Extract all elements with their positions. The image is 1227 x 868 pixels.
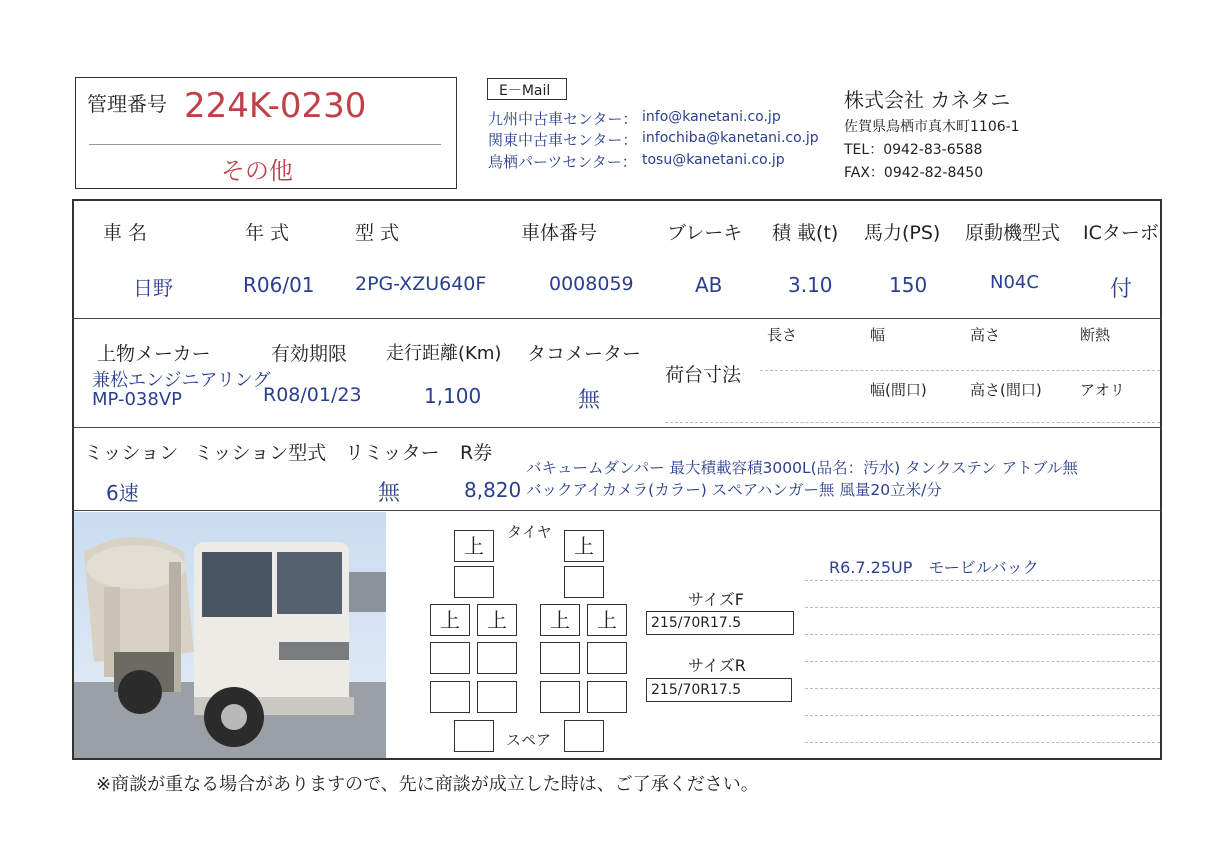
mission-label: ミッション xyxy=(84,442,179,464)
spec-value-brake: AB xyxy=(695,273,723,297)
mission-type-label: ミッション型式 xyxy=(194,442,327,464)
tacho-label: タコメーター xyxy=(527,343,642,365)
tacho-value: 無 xyxy=(578,388,601,413)
expiry-label: 有効期限 xyxy=(271,343,348,365)
tire-rear-l1-box-1 xyxy=(430,642,470,674)
row-divider-1 xyxy=(72,318,1162,319)
size-rear-value: 215/70R17.5 xyxy=(646,678,792,702)
tire-rear-r2-box-2 xyxy=(587,681,627,713)
tire-front-left-box xyxy=(454,566,494,598)
body-maker-value-2: MP-038VP xyxy=(92,389,183,410)
row-divider-3 xyxy=(72,510,1162,511)
center-email-kyushu[interactable]: info@kanetani.co.jp xyxy=(642,109,781,125)
email-label: E－Mail xyxy=(499,83,551,99)
spec-value-name: 日野 xyxy=(133,276,173,300)
spec-value-power: 150 xyxy=(889,273,928,297)
spec-value-year: R06/01 xyxy=(243,273,315,297)
company-fax: FAX：0942-82-8450 xyxy=(844,165,984,181)
body-maker-value-1: 兼松エンジニアリング xyxy=(92,370,271,391)
dim-height-label: 高さ xyxy=(970,326,1001,344)
cargo-dimension-label: 荷台寸法 xyxy=(665,364,742,386)
spec-label-turbo: ICターボ xyxy=(1083,222,1159,244)
spec-label-name: 車 名 xyxy=(103,222,148,244)
remark-line-4 xyxy=(805,661,1160,662)
center-email-tosu[interactable]: tosu@kanetani.co.jp xyxy=(642,152,785,168)
tire-front-right-box xyxy=(564,566,604,598)
center-name-tosu: 鳥栖パーツセンター： xyxy=(488,153,637,171)
company-name: 株式会社 カネタニ xyxy=(844,88,1011,112)
r-ticket-label: R券 xyxy=(460,442,493,464)
spec-value-chassis: 0008059 xyxy=(549,273,634,295)
mission-value: 6速 xyxy=(106,481,139,505)
limiter-value: 無 xyxy=(378,481,401,506)
tire-rear-r1-mark: 上 xyxy=(540,604,580,636)
body-maker-label: 上物メーカー xyxy=(97,343,211,365)
mileage-label: 走行距離(Km) xyxy=(386,343,502,364)
tire-rear-l2-mark: 上 xyxy=(477,604,517,636)
tire-rear-r2-box-1 xyxy=(587,642,627,674)
spec-label-brake: ブレーキ xyxy=(667,222,743,244)
spec-label-chassis: 車体番号 xyxy=(521,222,598,244)
company-tel: TEL：0942-83-6588 xyxy=(844,142,983,158)
management-number: 224K-0230 xyxy=(184,86,367,126)
size-rear-label: サイズR xyxy=(688,656,746,675)
spec-value-engine: N04C xyxy=(990,272,1039,293)
remark-line-5 xyxy=(805,688,1160,689)
spec-value-turbo: 付 xyxy=(1110,277,1133,302)
dim-width-opening-label: 幅(間口) xyxy=(870,381,927,399)
remark-line-2 xyxy=(805,607,1160,608)
spec-label-year: 年 式 xyxy=(245,222,290,244)
dim-height-opening-label: 高さ(間口) xyxy=(970,381,1042,399)
tire-rear-l2-box-1 xyxy=(477,642,517,674)
vehicle-photo xyxy=(74,512,386,758)
tire-front-right-mark: 上 xyxy=(564,530,604,562)
center-email-kanto[interactable]: infochiba@kanetani.co.jp xyxy=(642,130,819,146)
dim-aori-label: アオリ xyxy=(1080,381,1125,399)
tire-front-left-mark: 上 xyxy=(454,530,494,562)
tire-rear-l2-box-2 xyxy=(477,681,517,713)
dim-dashline-2 xyxy=(665,422,1160,423)
remark-text: R6.7.25UP モービルバック xyxy=(829,558,1039,577)
mileage-value: 1,100 xyxy=(424,384,482,408)
spec-value-model: 2PG-XZU640F xyxy=(355,273,487,295)
tire-rear-r1-box-1 xyxy=(540,642,580,674)
tire-rear-l1-box-2 xyxy=(430,681,470,713)
remark-line-3 xyxy=(805,634,1160,635)
expiry-value: R08/01/23 xyxy=(263,384,362,406)
spec-label-load: 積 載(t) xyxy=(772,222,839,244)
management-divider xyxy=(89,144,441,145)
notes-line-2: バックアイカメラ(カラー) スペアハンガー無 風量20立米/分 xyxy=(526,481,942,499)
company-address: 佐賀県鳥栖市真木町1106-1 xyxy=(844,119,1020,135)
tire-rear-r2-mark: 上 xyxy=(587,604,627,636)
spare-tire-left-box xyxy=(454,720,494,752)
spec-value-load: 3.10 xyxy=(788,273,833,297)
footer-note: ※商談が重なる場合がありますので、先に商談が成立した時は、ご了承ください。 xyxy=(96,774,759,795)
spare-label: スペア xyxy=(506,731,552,749)
dim-insulation-label: 断熱 xyxy=(1080,326,1111,344)
center-name-kyushu: 九州中古車センター： xyxy=(488,110,638,128)
tire-rear-l1-mark: 上 xyxy=(430,604,470,636)
r-ticket-value: 8,820 xyxy=(464,478,522,502)
tire-label: タイヤ xyxy=(507,523,552,541)
limiter-label: リミッター xyxy=(345,442,440,464)
category-label: その他 xyxy=(221,157,293,185)
dim-length-label: 長さ xyxy=(767,326,798,344)
management-label: 管理番号 xyxy=(87,92,167,116)
remark-line-1 xyxy=(805,580,1160,581)
spare-tire-right-box xyxy=(564,720,604,752)
spec-label-model: 型 式 xyxy=(355,222,400,244)
notes-line-1: バキュームダンパー 最大積載容積3000L(品名：汚水) タンクステン アトブル無 xyxy=(526,459,1078,477)
size-front-value: 215/70R17.5 xyxy=(646,611,794,635)
row-divider-2 xyxy=(72,427,1162,428)
dim-width-label: 幅 xyxy=(870,326,886,344)
size-front-label: サイズF xyxy=(688,590,744,609)
tire-rear-r1-box-2 xyxy=(540,681,580,713)
spec-label-engine: 原動機型式 xyxy=(965,222,1061,244)
dim-dashline-1 xyxy=(760,370,1160,371)
remark-line-7 xyxy=(805,742,1160,743)
remark-line-6 xyxy=(805,715,1160,716)
spec-label-power: 馬力(PS) xyxy=(864,222,941,244)
center-name-kanto: 関東中古車センター： xyxy=(488,131,638,149)
